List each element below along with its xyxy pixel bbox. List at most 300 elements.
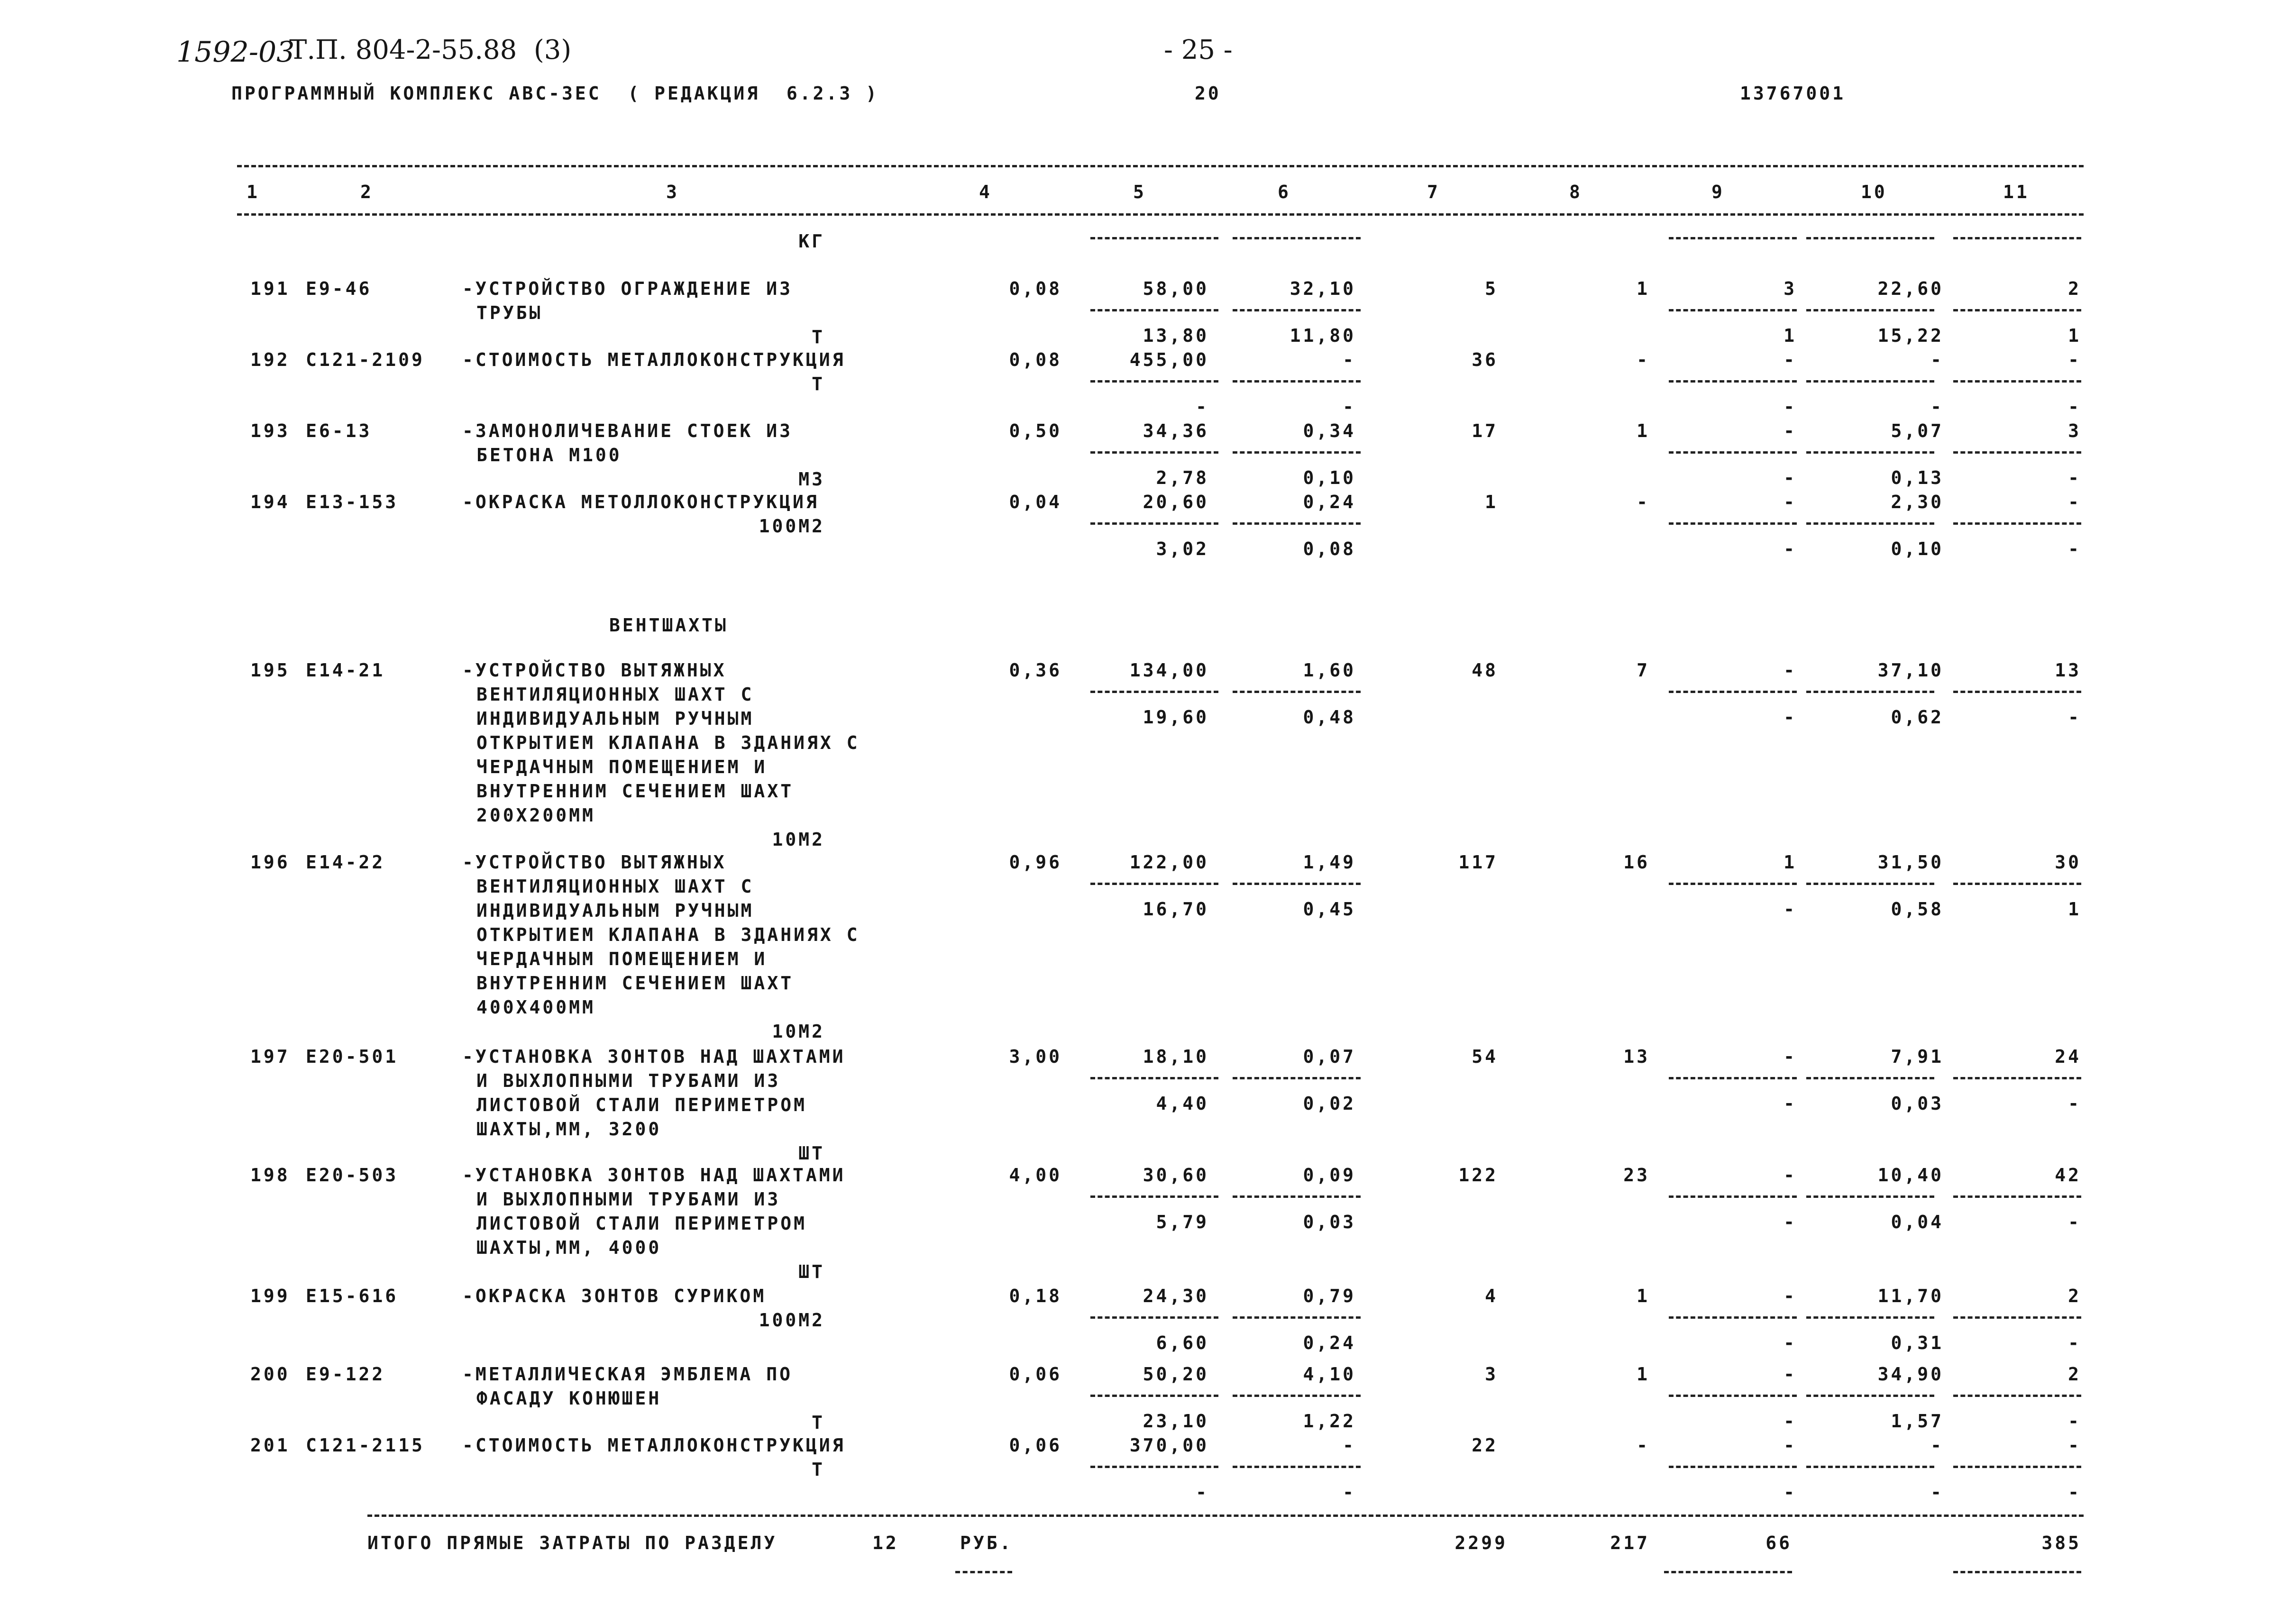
- work-description-line: И ВЫХЛОПНЫМИ ТРУБАМИ ИЗ: [476, 1189, 781, 1210]
- labor-total: 24: [2055, 1046, 2081, 1067]
- labor-total: 42: [2055, 1165, 2081, 1186]
- column-header-7: 7: [1427, 182, 1440, 202]
- column-header-2: 2: [360, 182, 374, 202]
- work-description-line: -ЗАМОНОЛИЧЕВАНИЕ СТОЕК ИЗ: [462, 420, 793, 441]
- total-col11: 385: [2041, 1533, 2081, 1553]
- total-wage: 1: [1637, 420, 1650, 441]
- divider-col6: [1233, 237, 1361, 239]
- work-description-line: -ОКРАСКА ЗОНТОВ СУРИКОМ: [462, 1286, 767, 1306]
- divider-col10: [1806, 1395, 1934, 1397]
- unit-wage: -: [1343, 1435, 1356, 1456]
- labor-total-sub: -: [2068, 1482, 2081, 1503]
- divider-col5: [1090, 1195, 1218, 1198]
- unit-cost: 134,00: [1129, 660, 1209, 681]
- divider-col10: [1806, 380, 1934, 383]
- total-wage: 1: [1637, 278, 1650, 299]
- labor-unit: 5,07: [1891, 420, 1944, 441]
- unit-wage: 4,10: [1303, 1364, 1356, 1385]
- rate-code: Е20-503: [306, 1165, 399, 1186]
- labor-unit-sub: -: [1930, 396, 1944, 417]
- work-description-line: ШАХТЫ,ММ, 3200: [476, 1119, 662, 1140]
- divider-col9: [1669, 1466, 1797, 1468]
- rate-code: Е9-46: [306, 278, 372, 299]
- row-number: 193: [250, 420, 290, 441]
- labor-unit-sub: 1,57: [1891, 1411, 1944, 1432]
- machine-cost: -: [1784, 1364, 1797, 1385]
- divider-col9: [1669, 522, 1797, 525]
- header-rule-bottom: [237, 213, 2084, 216]
- work-description-line: -СТОИМОСТЬ МЕТАЛЛОКОНСТРУКЦИЯ: [462, 349, 846, 370]
- unit-cost-sub: 2,78: [1156, 467, 1209, 488]
- unit-cost-sub: 5,79: [1156, 1212, 1209, 1232]
- labor-unit: -: [1930, 349, 1944, 370]
- work-description-line: -УСТАНОВКА ЗОНТОВ НАД ШАХТАМИ: [462, 1165, 846, 1186]
- divider-col11: [1953, 1077, 2081, 1079]
- divider-col9: [1669, 1077, 1797, 1079]
- rate-code: Е9-122: [306, 1364, 385, 1385]
- labor-total-sub: 1: [2068, 325, 2081, 346]
- total-cost: 3: [1485, 1364, 1498, 1385]
- unit-cost-sub: 19,60: [1143, 707, 1209, 728]
- divider-col10: [1806, 1195, 1934, 1198]
- divider-col5: [1090, 1316, 1218, 1319]
- section-number: 20: [1195, 83, 1221, 104]
- machine-cost-sub: -: [1784, 899, 1797, 920]
- total-col8: 217: [1610, 1533, 1650, 1553]
- unit-cost: 30,60: [1143, 1165, 1209, 1186]
- unit-wage: 32,10: [1290, 278, 1356, 299]
- total-cost: 36: [1472, 349, 1498, 370]
- quantity: 0,08: [1009, 349, 1062, 370]
- divider-col6: [1233, 1316, 1361, 1319]
- divider-col5: [1090, 1466, 1218, 1468]
- machine-cost-sub: 1: [1784, 325, 1797, 346]
- column-header-1: 1: [247, 182, 260, 202]
- divider-col11: [1953, 451, 2081, 454]
- column-header-4: 4: [979, 182, 992, 202]
- row-number: 192: [250, 349, 290, 370]
- column-header-5: 5: [1133, 182, 1146, 202]
- row-number: 199: [250, 1286, 290, 1306]
- divider-col10: [1806, 883, 1934, 885]
- total-currency-underline: [955, 1571, 1012, 1573]
- unit-of-measure: Т: [812, 327, 825, 347]
- unit-of-measure: 10М2: [772, 1021, 825, 1042]
- machine-cost-sub: -: [1784, 538, 1797, 559]
- work-description-line: ВЕНТИЛЯЦИОННЫХ ШАХТ С: [476, 684, 754, 705]
- labor-total-sub: -: [2068, 538, 2081, 559]
- unit-cost-sub: 23,10: [1143, 1411, 1209, 1432]
- divider-col10: [1806, 522, 1934, 525]
- labor-total: 30: [2055, 852, 2081, 873]
- machine-cost-sub: -: [1784, 707, 1797, 728]
- unit-wage: 1,49: [1303, 852, 1356, 873]
- work-description-line: ОТКРЫТИЕМ КЛАПАНА В ЗДАНИЯХ С: [476, 732, 860, 753]
- work-description-line: ВНУТРЕННИМ СЕЧЕНИЕМ ШАХТ: [476, 973, 794, 994]
- divider-col10: [1806, 309, 1934, 311]
- work-description-line: ЛИСТОВОЙ СТАЛИ ПЕРИМЕТРОМ: [476, 1095, 807, 1115]
- unit-wage-sub: 0,45: [1303, 899, 1356, 920]
- divider-col6: [1233, 691, 1361, 693]
- unit-wage-sub: 0,02: [1303, 1093, 1356, 1114]
- document-id: 13767001: [1740, 83, 1846, 104]
- row-number: 196: [250, 852, 290, 873]
- machine-cost-sub: -: [1784, 396, 1797, 417]
- work-description-line: ЛИСТОВОЙ СТАЛИ ПЕРИМЕТРОМ: [476, 1213, 807, 1234]
- labor-total-sub: -: [2068, 467, 2081, 488]
- section-title: ВЕНТШАХТЫ: [609, 615, 728, 636]
- unit-of-measure: Т: [812, 1412, 825, 1433]
- labor-total: 3: [2068, 420, 2081, 441]
- work-description-line: ВЕНТИЛЯЦИОННЫХ ШАХТ С: [476, 876, 754, 897]
- divider-col6: [1233, 1077, 1361, 1079]
- labor-total: -: [2068, 349, 2081, 370]
- unit-cost-sub: 16,70: [1143, 899, 1209, 920]
- quantity: 0,04: [1009, 492, 1062, 512]
- unit-of-measure: Т: [812, 374, 825, 394]
- unit-wage: 0,79: [1303, 1286, 1356, 1306]
- unit-cost: 34,36: [1143, 420, 1209, 441]
- divider-col10: [1806, 691, 1934, 693]
- unit-cost: 58,00: [1143, 278, 1209, 299]
- labor-total: 2: [2068, 278, 2081, 299]
- total-wage: 1: [1637, 1286, 1650, 1306]
- unit-of-measure: ШТ: [798, 1261, 825, 1282]
- unit-wage: 0,24: [1303, 492, 1356, 512]
- labor-unit: 22,60: [1877, 278, 1944, 299]
- row-number: 197: [250, 1046, 290, 1067]
- labor-total: 2: [2068, 1286, 2081, 1306]
- row-number: 201: [250, 1435, 290, 1456]
- divider-col6: [1233, 1195, 1361, 1198]
- machine-cost-sub: -: [1784, 1212, 1797, 1232]
- divider-col5: [1090, 522, 1218, 525]
- unit-wage-sub: -: [1343, 1482, 1356, 1503]
- work-description-line: ШАХТЫ,ММ, 4000: [476, 1237, 662, 1258]
- divider-col5: [1090, 309, 1218, 311]
- machine-cost: 1: [1784, 852, 1797, 873]
- unit-wage: 1,60: [1303, 660, 1356, 681]
- machine-cost: -: [1784, 1165, 1797, 1186]
- total-wage: -: [1637, 349, 1650, 370]
- unit-cost-sub: 4,40: [1156, 1093, 1209, 1114]
- rate-code: С121-2109: [306, 349, 425, 370]
- work-description-line: ТРУБЫ: [476, 302, 543, 323]
- labor-unit-sub: -: [1930, 1482, 1944, 1503]
- unit-cost-sub: 6,60: [1156, 1332, 1209, 1353]
- divider-col11: [1953, 1316, 2081, 1319]
- document-code: Т.П. 804-2-55.88 (3): [289, 35, 572, 65]
- total-currency: РУБ.: [960, 1533, 1013, 1553]
- machine-cost-sub: -: [1784, 467, 1797, 488]
- divider-col5: [1090, 1395, 1218, 1397]
- labor-total: 2: [2068, 1364, 2081, 1385]
- work-description-line: ВНУТРЕННИМ СЕЧЕНИЕМ ШАХТ: [476, 781, 794, 802]
- quantity: 3,00: [1009, 1046, 1062, 1067]
- row-number: 195: [250, 660, 290, 681]
- labor-total-sub: -: [2068, 1212, 2081, 1232]
- divider-col11: [1953, 237, 2081, 239]
- rate-code: С121-2115: [306, 1435, 425, 1456]
- labor-total: 13: [2055, 660, 2081, 681]
- unit-wage: -: [1343, 349, 1356, 370]
- divider-col6: [1233, 1395, 1361, 1397]
- total-rule: [367, 1515, 2084, 1517]
- divider-col9: [1669, 1195, 1797, 1198]
- unit-of-measure: Т: [812, 1459, 825, 1480]
- divider-col9: [1669, 451, 1797, 454]
- row-number: 198: [250, 1165, 290, 1186]
- divider-col10: [1806, 451, 1934, 454]
- unit-of-measure: КГ: [798, 231, 825, 252]
- labor-unit-sub: 0,10: [1891, 538, 1944, 559]
- total-cost: 1: [1485, 492, 1498, 512]
- row-number: 200: [250, 1364, 290, 1385]
- total-col9-underline: [1664, 1571, 1792, 1573]
- labor-unit-sub: 0,31: [1891, 1332, 1944, 1353]
- divider-col9: [1669, 883, 1797, 885]
- work-description-line: ИНДИВИДУАЛЬНЫМ РУЧНЫМ: [476, 708, 754, 729]
- handwritten-note: 1592-03: [176, 36, 295, 69]
- total-wage: 1: [1637, 1364, 1650, 1385]
- unit-wage-sub: 1,22: [1303, 1411, 1356, 1432]
- page-number: - 25 -: [1164, 35, 1233, 65]
- header-rule-top: [237, 165, 2084, 167]
- labor-unit: 11,70: [1877, 1286, 1944, 1306]
- unit-wage-sub: -: [1343, 396, 1356, 417]
- unit-cost-sub: -: [1196, 396, 1209, 417]
- machine-cost: -: [1784, 1286, 1797, 1306]
- total-wage: 13: [1623, 1046, 1650, 1067]
- divider-col9: [1669, 309, 1797, 311]
- total-cost: 122: [1458, 1165, 1498, 1186]
- column-header-6: 6: [1278, 182, 1291, 202]
- total-cost: 48: [1472, 660, 1498, 681]
- column-header-8: 8: [1569, 182, 1583, 202]
- divider-col9: [1669, 1395, 1797, 1397]
- divider-col6: [1233, 451, 1361, 454]
- unit-cost: 455,00: [1129, 349, 1209, 370]
- labor-unit-sub: 0,58: [1891, 899, 1944, 920]
- labor-total: -: [2068, 1435, 2081, 1456]
- row-number: 191: [250, 278, 290, 299]
- total-col9: 66: [1765, 1533, 1792, 1553]
- labor-total-sub: -: [2068, 707, 2081, 728]
- labor-unit: 7,91: [1891, 1046, 1944, 1067]
- total-cost: 22: [1472, 1435, 1498, 1456]
- unit-wage-sub: 0,03: [1303, 1212, 1356, 1232]
- divider-col6: [1233, 883, 1361, 885]
- labor-unit-sub: 0,04: [1891, 1212, 1944, 1232]
- rate-code: Е14-21: [306, 660, 385, 681]
- unit-cost: 24,30: [1143, 1286, 1209, 1306]
- total-section: 12: [872, 1533, 899, 1553]
- machine-cost: -: [1784, 492, 1797, 512]
- divider-col9: [1669, 237, 1797, 239]
- work-description-line: ФАСАДУ КОНЮШЕН: [476, 1388, 662, 1409]
- labor-unit-sub: 15,22: [1877, 325, 1944, 346]
- work-description-line: БЕТОНА М100: [476, 445, 622, 465]
- divider-col10: [1806, 1316, 1934, 1319]
- divider-col5: [1090, 451, 1218, 454]
- machine-cost-sub: -: [1784, 1411, 1797, 1432]
- divider-col11: [1953, 691, 2081, 693]
- divider-col5: [1090, 883, 1218, 885]
- work-description-line: ИНДИВИДУАЛЬНЫМ РУЧНЫМ: [476, 900, 754, 921]
- unit-cost: 122,00: [1129, 852, 1209, 873]
- machine-cost: -: [1784, 420, 1797, 441]
- divider-col10: [1806, 1077, 1934, 1079]
- total-wage: -: [1637, 1435, 1650, 1456]
- column-header-11: 11: [2003, 182, 2030, 202]
- work-description-line: -ОКРАСКА МЕТОЛЛОКОНСТРУКЦИЯ: [462, 492, 819, 512]
- quantity: 0,06: [1009, 1435, 1062, 1456]
- work-description-line: ЧЕРДАЧНЫМ ПОМЕЩЕНИЕМ И: [476, 757, 768, 777]
- divider-col11: [1953, 1395, 2081, 1397]
- column-header-9: 9: [1711, 182, 1725, 202]
- unit-wage-sub: 11,80: [1290, 325, 1356, 346]
- divider-col9: [1669, 691, 1797, 693]
- total-cost: 4: [1485, 1286, 1498, 1306]
- row-number: 194: [250, 492, 290, 512]
- divider-col11: [1953, 380, 2081, 383]
- unit-cost: 18,10: [1143, 1046, 1209, 1067]
- rate-code: Е14-22: [306, 852, 385, 873]
- work-description-line: -УСТРОЙСТВО ВЫТЯЖНЫХ: [462, 660, 727, 681]
- rate-code: Е6-13: [306, 420, 372, 441]
- labor-total-sub: -: [2068, 1332, 2081, 1353]
- program-title: ПРОГРАММНЫЙ КОМПЛЕКС АВС-3ЕС ( РЕДАКЦИЯ 6.2.3 ): [231, 83, 879, 104]
- column-header-3: 3: [666, 182, 679, 202]
- unit-wage: 0,07: [1303, 1046, 1356, 1067]
- divider-col6: [1233, 1466, 1361, 1468]
- quantity: 0,50: [1009, 420, 1062, 441]
- work-description-line: -УСТРОЙСТВО ВЫТЯЖНЫХ: [462, 852, 727, 873]
- total-col11-underline: [1953, 1571, 2081, 1573]
- column-header-10: 10: [1861, 182, 1887, 202]
- labor-unit: -: [1930, 1435, 1944, 1456]
- labor-total-sub: 1: [2068, 899, 2081, 920]
- total-wage: 16: [1623, 852, 1650, 873]
- divider-col10: [1806, 237, 1934, 239]
- divider-col6: [1233, 380, 1361, 383]
- divider-col11: [1953, 522, 2081, 525]
- quantity: 4,00: [1009, 1165, 1062, 1186]
- divider-col9: [1669, 1316, 1797, 1319]
- work-description-line: ОТКРЫТИЕМ КЛАПАНА В ЗДАНИЯХ С: [476, 924, 860, 945]
- machine-cost-sub: -: [1784, 1482, 1797, 1503]
- total-wage: 7: [1637, 660, 1650, 681]
- divider-col6: [1233, 522, 1361, 525]
- work-description-line: -УСТАНОВКА ЗОНТОВ НАД ШАХТАМИ: [462, 1046, 846, 1067]
- work-description-line: ЧЕРДАЧНЫМ ПОМЕЩЕНИЕМ И: [476, 949, 768, 969]
- divider-col11: [1953, 1466, 2081, 1468]
- labor-total-sub: -: [2068, 1093, 2081, 1114]
- quantity: 0,08: [1009, 278, 1062, 299]
- divider-col5: [1090, 380, 1218, 383]
- machine-cost: 3: [1784, 278, 1797, 299]
- labor-unit-sub: 0,13: [1891, 467, 1944, 488]
- unit-of-measure: М3: [798, 469, 825, 490]
- labor-total-sub: -: [2068, 1411, 2081, 1432]
- machine-cost: -: [1784, 1046, 1797, 1067]
- total-wage: 23: [1623, 1165, 1650, 1186]
- labor-unit-sub: 0,03: [1891, 1093, 1944, 1114]
- quantity: 0,96: [1009, 852, 1062, 873]
- unit-wage: 0,34: [1303, 420, 1356, 441]
- divider-col11: [1953, 883, 2081, 885]
- machine-cost-sub: -: [1784, 1332, 1797, 1353]
- labor-unit-sub: 0,62: [1891, 707, 1944, 728]
- rate-code: Е13-153: [306, 492, 399, 512]
- unit-of-measure: 100М2: [759, 516, 825, 537]
- total-cost: 54: [1472, 1046, 1498, 1067]
- work-description-line: -СТОИМОСТЬ МЕТАЛЛОКОНСТРУКЦИЯ: [462, 1435, 846, 1456]
- rate-code: Е20-501: [306, 1046, 399, 1067]
- divider-col9: [1669, 380, 1797, 383]
- labor-unit: 2,30: [1891, 492, 1944, 512]
- work-description-line: -УСТРОЙСТВО ОГРАЖДЕНИЕ ИЗ: [462, 278, 793, 299]
- unit-cost: 50,20: [1143, 1364, 1209, 1385]
- unit-wage-sub: 0,24: [1303, 1332, 1356, 1353]
- quantity: 0,06: [1009, 1364, 1062, 1385]
- unit-wage: 0,09: [1303, 1165, 1356, 1186]
- total-label: ИТОГО ПРЯМЫЕ ЗАТРАТЫ ПО РАЗДЕЛУ: [367, 1533, 778, 1553]
- unit-of-measure: 10М2: [772, 829, 825, 850]
- machine-cost: -: [1784, 1435, 1797, 1456]
- labor-unit: 34,90: [1877, 1364, 1944, 1385]
- machine-cost: -: [1784, 660, 1797, 681]
- unit-of-measure: 100М2: [759, 1310, 825, 1331]
- work-description-line: -МЕТАЛЛИЧЕСКАЯ ЭМБЛЕМА ПО: [462, 1364, 793, 1385]
- unit-cost: 20,60: [1143, 492, 1209, 512]
- labor-total: -: [2068, 492, 2081, 512]
- divider-col5: [1090, 237, 1218, 239]
- divider-col6: [1233, 309, 1361, 311]
- divider-col5: [1090, 1077, 1218, 1079]
- work-description-line: 400Х400ММ: [476, 997, 595, 1018]
- labor-unit: 10,40: [1877, 1165, 1944, 1186]
- unit-cost: 370,00: [1129, 1435, 1209, 1456]
- quantity: 0,18: [1009, 1286, 1062, 1306]
- rate-code: Е15-616: [306, 1286, 399, 1306]
- quantity: 0,36: [1009, 660, 1062, 681]
- work-description-line: И ВЫХЛОПНЫМИ ТРУБАМИ ИЗ: [476, 1070, 781, 1091]
- work-description-line: 200Х200ММ: [476, 805, 595, 826]
- labor-unit: 31,50: [1877, 852, 1944, 873]
- divider-col5: [1090, 691, 1218, 693]
- unit-wage-sub: 0,48: [1303, 707, 1356, 728]
- total-cost: 5: [1485, 278, 1498, 299]
- unit-cost-sub: -: [1196, 1482, 1209, 1503]
- divider-col10: [1806, 1466, 1934, 1468]
- total-cost: 17: [1472, 420, 1498, 441]
- machine-cost: -: [1784, 349, 1797, 370]
- total-wage: -: [1637, 492, 1650, 512]
- machine-cost-sub: -: [1784, 1093, 1797, 1114]
- unit-wage-sub: 0,08: [1303, 538, 1356, 559]
- unit-cost-sub: 3,02: [1156, 538, 1209, 559]
- labor-total-sub: -: [2068, 396, 2081, 417]
- total-cost: 117: [1458, 852, 1498, 873]
- divider-col11: [1953, 309, 2081, 311]
- unit-wage-sub: 0,10: [1303, 467, 1356, 488]
- unit-of-measure: ШТ: [798, 1143, 825, 1164]
- labor-unit: 37,10: [1877, 660, 1944, 681]
- total-col7: 2299: [1454, 1533, 1508, 1553]
- unit-cost-sub: 13,80: [1143, 325, 1209, 346]
- divider-col11: [1953, 1195, 2081, 1198]
